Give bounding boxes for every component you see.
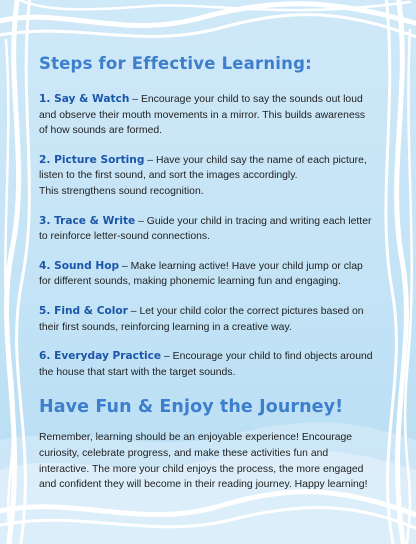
step-text: – Let your child color the correct pictures based on their first sounds, reinforcing learning in a creative way. (39, 305, 364, 333)
step-3 (39, 214, 375, 245)
step-label: 4. Sound Hop (39, 259, 120, 272)
step-2 (39, 153, 375, 200)
steps-heading: Steps for Effective Learning: (39, 54, 312, 73)
step-6 (39, 349, 375, 380)
step-5 (39, 304, 375, 335)
step-label: 3. Trace & Write (39, 214, 136, 227)
step-text: – Encourage your child to find objects around the house that start with the target sounds. (39, 351, 373, 378)
step-label: 6. Everyday Practice (39, 350, 162, 363)
step-label: 1. Say & Watch (39, 93, 130, 105)
step-text: – Guide your child in tracing and writing each letter to reinforce letter-sound connections. (39, 215, 372, 243)
content-area (39, 52, 375, 493)
step-text: – Have your child say the name of each picture, listen to the first sound, and sort the images accordingly. (39, 154, 367, 182)
closing-heading: Have Fun & Enjoy the Journey! (39, 397, 344, 418)
step-text: – Encourage your child to say the sounds out loud and observe their mouth movements in a mirror. This builds awareness of how sounds are formed. (39, 94, 366, 137)
step-text-line2: This strengthens sound recognition. (39, 185, 204, 197)
step-text: – Make learning active! Have your child jump or clap for different sounds, making phonemic learning fun and engaging. (39, 260, 363, 288)
step-label: 5. Find & Color (39, 304, 128, 317)
step-4 (39, 259, 375, 290)
step-label: 2. Picture Sorting (39, 153, 145, 166)
step-1 (39, 92, 375, 139)
closing-paragraph: Remember, learning should be an enjoyable experience! Encourage curiosity, celebrate progress, and make these activities fun and interactive. The more your child enjoys the process, the more engaged and confident they will become in their reading journey. Happy learning! (39, 432, 368, 491)
